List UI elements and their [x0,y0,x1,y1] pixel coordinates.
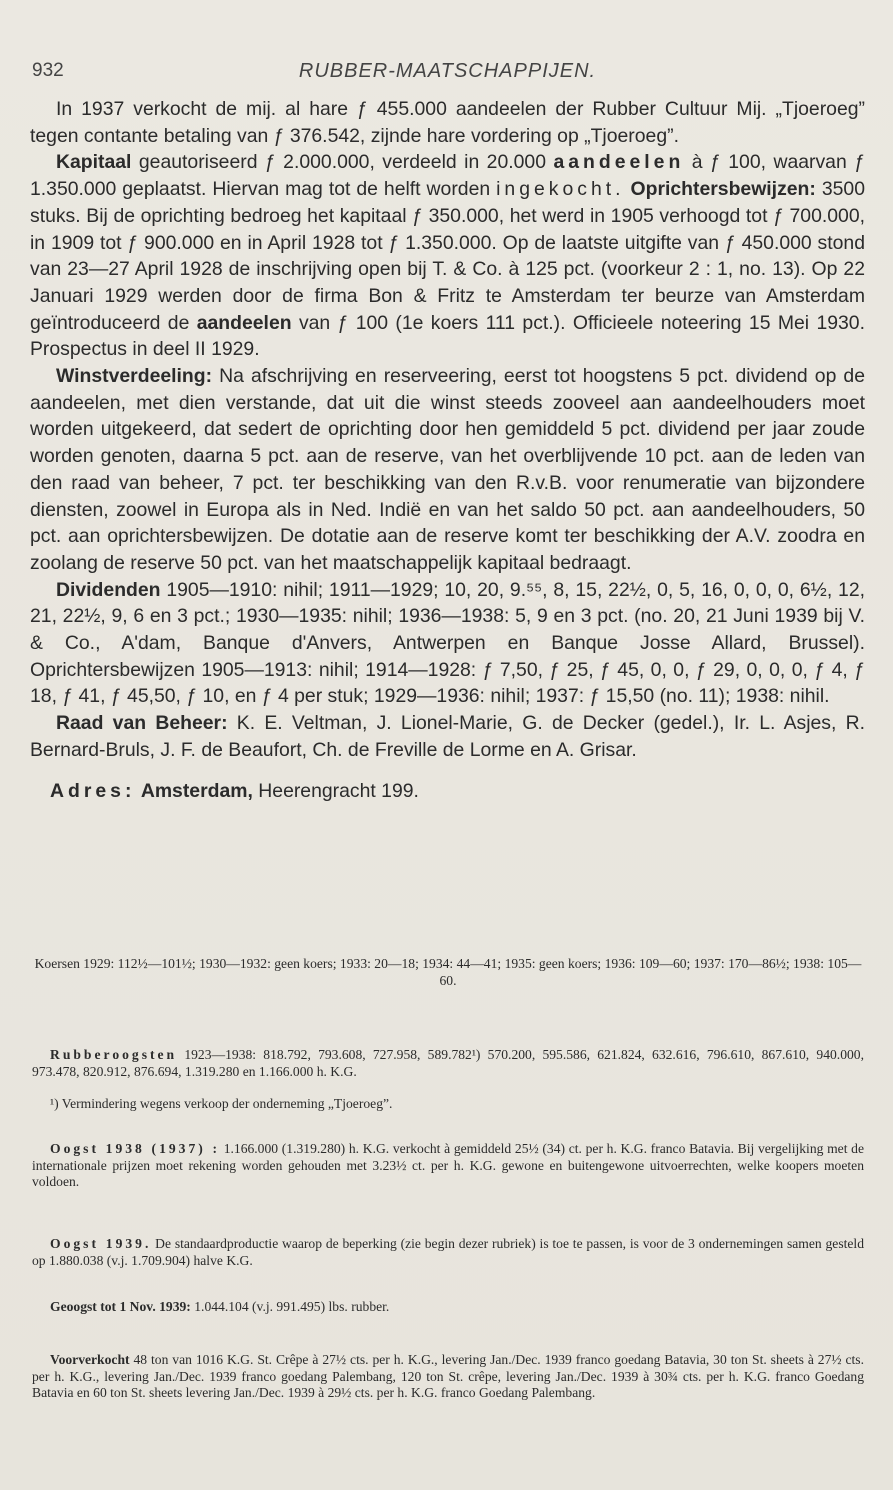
raad-van-beheer-text: K. E. Veltman, J. Lionel-Marie, G. de Decker (gedel.), Ir. L. Asjes, R. Bernard-Bruls, J. F. de Beaufort, Ch. de Freville de Lorme en A. Grisar. [30,712,866,761]
oogst-1938-text: 1.166.000 (1.319.280) h. K.G. verkocht à gemiddeld 25½ (34) ct. per h. K.G. franco Batavia. Bij vergelijking met de internationale prijzen moet rekening worden gehouden met 3.23½ ct. per h. K.G. gewone en buitengewone uitvoerrechten, welke koopers moeten voldoen. [32,1141,865,1190]
oogst-1938-label: Oogst 1938 (1937) : [50,1141,221,1156]
koersen-block [32,956,864,989]
main-text [30,96,865,804]
adres-city: Amsterdam, [140,779,253,802]
paragraph-adres [30,778,865,805]
oogst-1938-paragraph [32,1141,864,1191]
koersen-text: Koersen 1929: 112½—101½; 1930—1932: geen koers; 1933: 20—18; 1934: 44—41; 1935: geen koers; 1936: 109—60; 1937: 170—86½; 1938: 105—60. [34,956,862,988]
winstverdeeling-text: Na afschrijving en reserveering, eerst tot hoogstens 5 pct. dividend op de aandeelen, met dien verstande, dat uit die winst steeds zooveel aan aandeelhouders moet worden uitgekeerd, dat sedert de oprichting door hen gemiddeld 5 pct. dividend per jaar zoude worden genoten, daarna 5 pct. aan de reserve, van het overblijvende 10 pct. aan de leden van den raad van beheer, 7 pct. ter beschikking van den R.v.B. voor renumeratie van bijzondere diensten, zoowel in Europa als in Ned. Indië en van het saldo 50 pct. aan aandeelhouders, 50 pct. aan oprichtersbewijzen. De dotatie aan de reserve komt ter beschikking der A.V. zoodra en zoolang de reserve 50 pct. van het maatschappelijk kapitaal bedraagt. [30,365,865,574]
rubberoogsten-block [32,1047,864,1080]
kapitaal-text-1: geautoriseerd ƒ 2.000.000, verdeeld in 20.000 [131,151,554,174]
oogst-1939-label: Oogst 1939. [50,1236,152,1251]
footnote-text: ¹) Vermindering wegens verkoop der onderneming „Tjoeroeg”. [50,1096,393,1111]
dividenden-label: Dividenden [56,578,161,601]
adres-label: Adres: [50,779,136,802]
running-title: RUBBER-MAATSCHAPPIJEN. [298,60,597,82]
ingekocht-spaced: ingekocht. [496,178,625,201]
oogst-1939-text: De standaardproductie waarop de beperking (zie begin dezer rubriek) is toe te passen, is voor de 3 ondernemingen samen gesteld op 1.880.038 (v.j. 1.709.904) halve K.G. [32,1236,865,1268]
paragraph-winstverdeeling [30,363,865,577]
geoogst-text: 1.044.104 (v.j. 991.495) lbs. rubber. [190,1299,390,1314]
paragraph-raad-van-beheer [30,710,865,763]
oogst-1939-block [32,1236,864,1269]
footnote-block [32,1096,864,1113]
kapitaal-text-4: van ƒ 100 (1e koers 111 pct.). Officieele noteering 15 Mei 1930. Prospectus in deel II 1929. [30,311,865,361]
voorverkocht-text: 48 ton van 1016 K.G. St. Crêpe à 27½ cts. per h. K.G., levering Jan./Dec. 1939 franco goedang Batavia, 30 ton St. sheets à 27½ cts. per h. K.G., levering Jan./Dec. 1939 franco goedang Palembang, 120 ton St. crêpe, levering Jan./Dec. 1939 à 30¾ cts. per h. K.G. franco Goedang Batavia en 60 ton St. sheets levering Jan./Dec. 1939 à 29½ cts. per h. K.G. franco Goedang Palembang. [32,1352,864,1401]
kapitaal-label: Kapitaal [56,151,132,174]
oogst-1938-block [32,1141,864,1191]
paragraph-dividenden [30,577,865,711]
rubberoogsten-label: Rubberoogsten [50,1047,178,1062]
aandeelen-bold: aandeelen [196,311,292,334]
dividenden-text: 1905—1910: nihil; 1911—1929; 10, 20, 9.⁵⁵, 8, 15, 22½, 0, 5, 16, 0, 0, 0, 6½, 12, 21, 22½, 9, 6 en 3 pct.; 1930—1935: nihil; 1936—1938: 5, 9 en 3 pct. (no. 20, 21 Juni 1939 bij V. & Co., A'dam, Banque d'Anvers, Antwerpen en Banque Josse Allard, Brussel). Oprichtersbewijzen 1905—1913: nihil; 1914—1928: ƒ 7,50, ƒ 25, ƒ 45, 0, 0, ƒ 29, 0, 0, 0, ƒ 4, ƒ 18, ƒ 41, ƒ 45,50, ƒ 10, en ƒ 4 per stuk; 1929—1936: nihil; 1937: ƒ 15,50 (no. 11); 1938: nihil. [30,578,865,708]
kapitaal-text-3: 3500 stuks. Bij de oprichting bedroeg het kapitaal ƒ 350.000, het werd in 1905 verhoogd tot ƒ 700.000, in 1909 tot ƒ 900.000 en in April 1928 tot ƒ 1.350.000. Op de laatste uitgifte van ƒ 450.000 stond van 23—27 April 1928 de inschrijving open bij T. & Co. à 125 pct. (voorkeur 2 : 1, no. 13). Op 22 Januari 1929 werden door de firma Bon & Fritz te Amsterdam ter beurze van Amsterdam geïntroduceerd de [30,178,865,334]
page-number: 932 [32,60,64,81]
aandeelen-spaced: aandeelen [553,151,685,174]
rubberoogsten-text: 1923—1938: 818.792, 793.608, 727.958, 589.782¹) 570.200, 595.586, 621.824, 632.616, 796.610, 867.610, 940.000, 973.478, 820.912, 876.694, 1.319.280 en 1.166.000 h. K.G. [32,1047,864,1079]
oprichtersbewijzen-label: Oprichtersbewijzen: [630,178,816,201]
voorverkocht-block [32,1352,864,1402]
oogst-1939-paragraph [32,1236,864,1269]
voorverkocht-label: Voorverkocht [50,1352,130,1367]
geoogst-label: Geoogst tot 1 Nov. 1939: [50,1299,191,1314]
geoogst-paragraph [32,1299,864,1316]
winstverdeeling-label: Winstverdeeling: [56,365,213,388]
paragraph-tjoeroeg: In 1937 verkocht de mij. al hare ƒ 455.000 aandeelen der Rubber Cultuur Mij. „Tjoeroeg” tegen contante betaling van ƒ 376.542, zijnde hare vordering op „Tjoeroeg”. [30,98,865,147]
rubberoogsten-paragraph [32,1047,864,1080]
raad-van-beheer-label: Raad van Beheer: [56,712,228,735]
kapitaal-text-2: à ƒ 100, waarvan ƒ 1.350.000 geplaatst. Hiervan mag tot de helft worden [30,151,865,201]
geoogst-block [32,1299,864,1316]
paragraph-kapitaal [30,149,865,363]
page-header [32,56,863,88]
voorverkocht-paragraph [32,1352,864,1402]
adres-street: Heerengracht 199. [252,779,419,802]
